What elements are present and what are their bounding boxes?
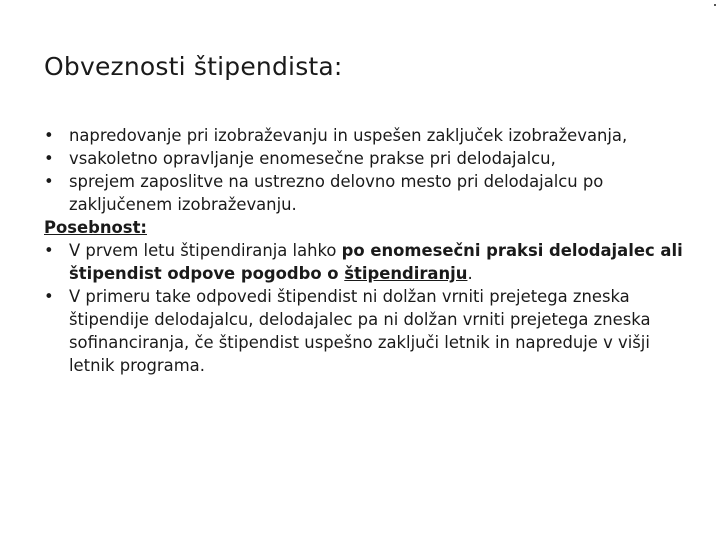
bullet-icon: • xyxy=(44,287,54,306)
list-item xyxy=(44,170,694,216)
bold-underlined-phrase: štipendiranju xyxy=(344,264,468,283)
obligations-list xyxy=(44,124,694,216)
list-item-text: sprejem zaposlitve na ustrezno delovno mesto pri delodajalcu po zaključenem izobraževanju. xyxy=(69,172,604,214)
list-item-text: napredovanje pri izobraževanju in uspešen zaključek izobraževanja, xyxy=(69,126,628,145)
slide-title: Obveznosti štipendista: xyxy=(44,52,343,81)
bullet-icon: • xyxy=(44,172,54,191)
bold-phrase: po enomesečni praksi delodajalec ali štipendist odpove pogodbo o xyxy=(69,241,683,283)
special-list xyxy=(44,239,694,377)
list-item xyxy=(44,239,694,285)
slide-body xyxy=(44,124,694,377)
corner-dot xyxy=(714,4,716,6)
list-item-text: vsakoletno opravljanje enomesečne prakse pri delodajalcu, xyxy=(69,149,556,168)
list-item xyxy=(44,285,694,377)
special-heading: Posebnost: xyxy=(44,218,147,237)
text-before: V prvem letu štipendiranja lahko xyxy=(69,241,342,260)
bullet-icon: • xyxy=(44,149,54,168)
list-item xyxy=(44,147,694,170)
list-item-text xyxy=(69,241,683,283)
bullet-icon: • xyxy=(44,241,54,260)
text-after: . xyxy=(467,264,473,283)
bullet-icon: • xyxy=(44,126,54,145)
list-item-text: V primeru take odpovedi štipendist ni dolžan vrniti prejetega zneska štipendije delodajalcu, delodajalec pa ni dolžan vrniti prejetega zneska sofinanciranja, če štipendist uspešno zaključi letnik in napreduje v višji letnik programa. xyxy=(69,287,651,375)
list-item xyxy=(44,124,694,147)
